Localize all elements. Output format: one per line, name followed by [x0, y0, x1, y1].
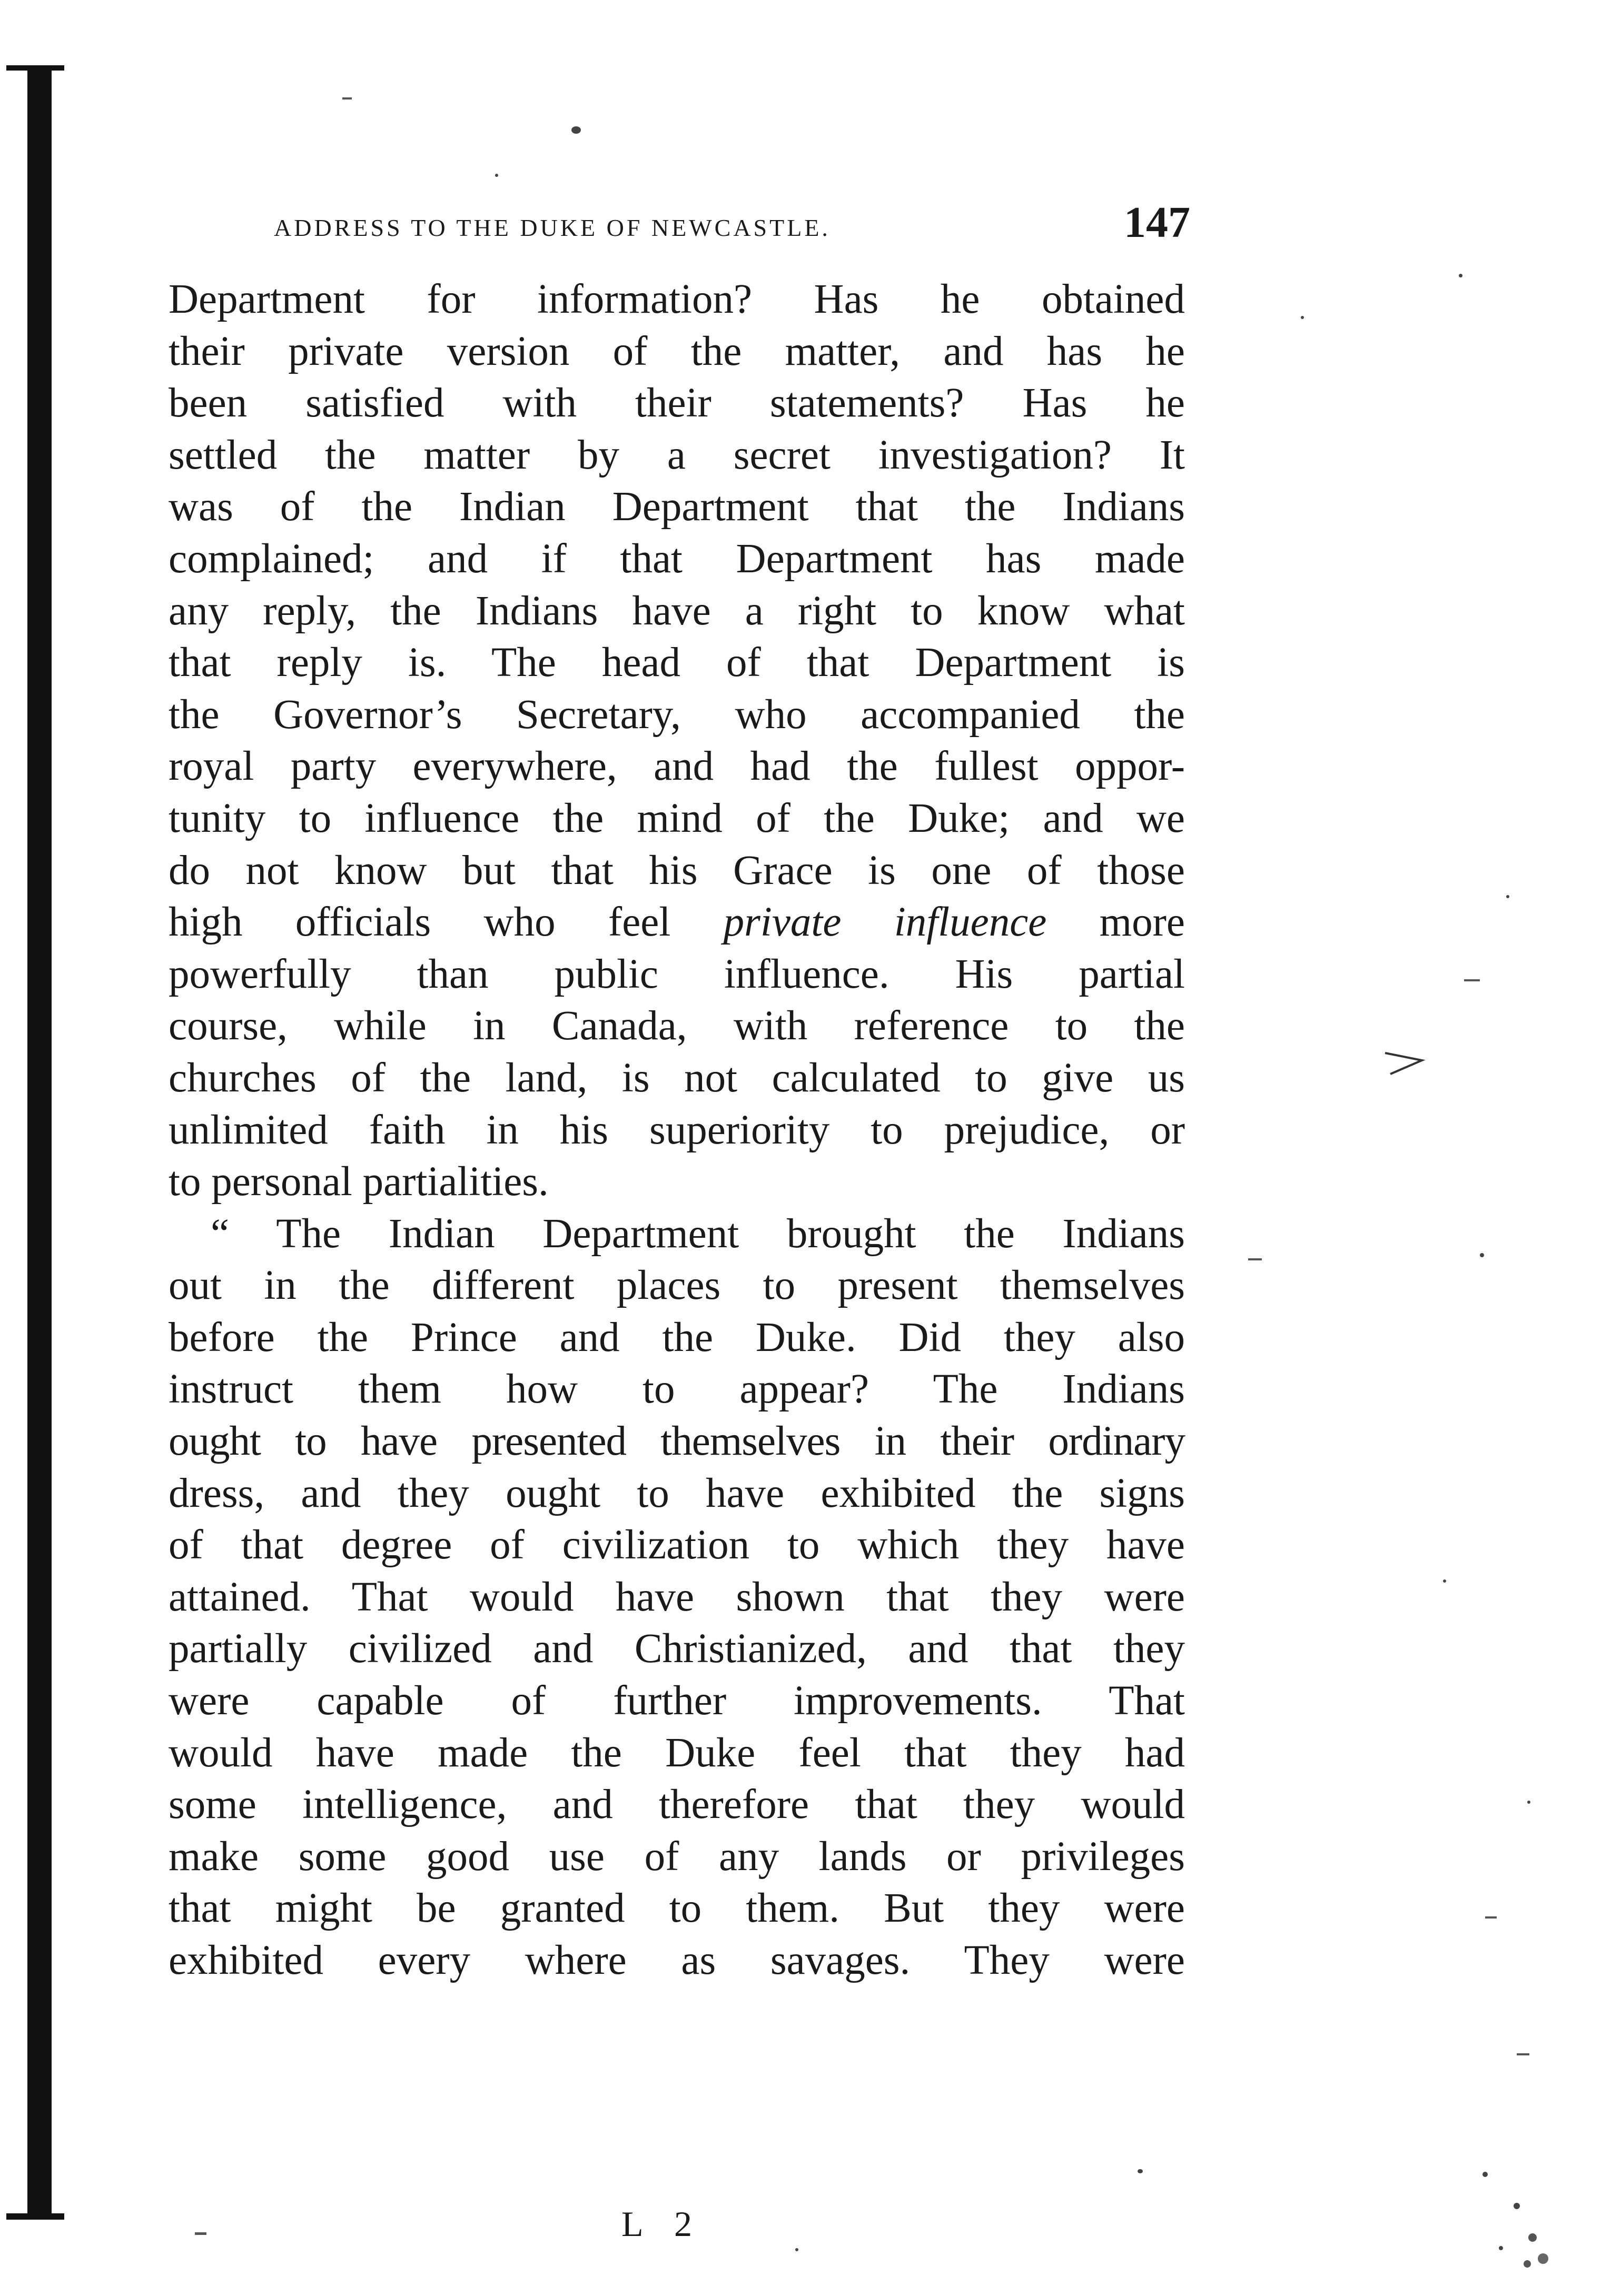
text-line: before the Prince and the Duke. Did they also: [169, 1314, 1185, 1360]
text-line: attained. That would have shown that they were: [169, 1574, 1185, 1620]
italic-phrase: private influence: [723, 899, 1047, 946]
text-line: any reply, the Indians have a right to know what: [169, 588, 1185, 634]
scan-mark: [1464, 979, 1480, 981]
scan-speck: [1480, 1253, 1484, 1257]
scan-mark: [1248, 1258, 1262, 1260]
scan-speck: [495, 174, 498, 177]
signature-mark: L 2: [621, 2204, 704, 2244]
margin-doodle: [1380, 1048, 1427, 1079]
text-line: make some good use of any lands or privileges: [169, 1833, 1185, 1880]
text-line: were capable of further improvements. That: [169, 1678, 1185, 1724]
page-header: [274, 195, 1190, 253]
scan-speck: [795, 2248, 798, 2251]
scan-mark: [195, 2232, 206, 2235]
text-line: out in the different places to present themselves: [169, 1263, 1185, 1309]
text-line: course, while in Canada, with reference to the: [169, 1003, 1185, 1049]
text-line: dress, and they ought to have exhibited the signs: [169, 1470, 1185, 1516]
scan-speck: [1443, 1579, 1446, 1583]
text-line: ought to have presented themselves in their ordinary: [169, 1418, 1185, 1465]
scan-mark: [1517, 2053, 1529, 2055]
text-line: do not know but that his Grace is one of those: [169, 847, 1185, 893]
text-line: the Governor’s Secretary, who accompanied the: [169, 691, 1185, 738]
body-text: [169, 274, 1185, 1987]
scan-speck: [1527, 1801, 1530, 1804]
text-line: was of the Indian Department that the Indians: [169, 484, 1185, 530]
line-start: high officials who feel: [169, 899, 671, 946]
text-line: complained; and if that Department has made: [169, 535, 1185, 582]
scan-speck: [1506, 895, 1509, 898]
scan-speck: [1301, 316, 1304, 319]
line-end: more: [1099, 899, 1185, 946]
running-head: ADDRESS TO THE DUKE OF NEWCASTLE.: [274, 214, 831, 241]
corner-noise: [1422, 2159, 1559, 2280]
text-line: that reply is. The head of that Department is: [169, 640, 1185, 686]
text-line: settled the matter by a secret investigation? It: [169, 432, 1185, 478]
text-line: Department for information? Has he obtained: [169, 276, 1185, 322]
text-line: to personal partialities.: [169, 1159, 549, 1205]
scan-speck: [1459, 274, 1462, 277]
text-line: some intelligence, and therefore that they would: [169, 1782, 1185, 1828]
text-line: churches of the land, is not calculated to give us: [169, 1055, 1185, 1101]
text-line: unlimited faith in his superiority to prejudice, or: [169, 1107, 1185, 1153]
text-line: partially civilized and Christianized, and that they: [169, 1626, 1185, 1672]
scan-mark: [342, 97, 352, 100]
text-line: that might be granted to them. But they were: [169, 1885, 1185, 1932]
scan-speck: [1138, 2169, 1143, 2173]
page-number: 147: [1124, 198, 1190, 247]
text-line: been satisfied with their statements? Has he: [169, 380, 1185, 426]
text-line: powerfully than public influence. His partial: [169, 951, 1185, 997]
binding-edge: [27, 68, 52, 2217]
text-line: tunity to influence the mind of the Duke; and we: [169, 795, 1185, 841]
text-line: their private version of the matter, and has he: [169, 328, 1185, 374]
text-line: of that degree of civilization to which they have: [169, 1522, 1185, 1568]
text-line: would have made the Duke feel that they had: [169, 1730, 1185, 1776]
scan-speck: [571, 126, 581, 134]
text-line: “ The Indian Department brought the Indians: [211, 1210, 1185, 1257]
text-line: royal party everywhere, and had the fullest oppor-: [169, 743, 1185, 790]
text-line: exhibited every where as savages. They were: [169, 1937, 1185, 1983]
text-line-with-italic: [169, 897, 1185, 949]
text-line: instruct them how to appear? The Indians: [169, 1366, 1185, 1413]
scan-mark: [1485, 1916, 1497, 1919]
